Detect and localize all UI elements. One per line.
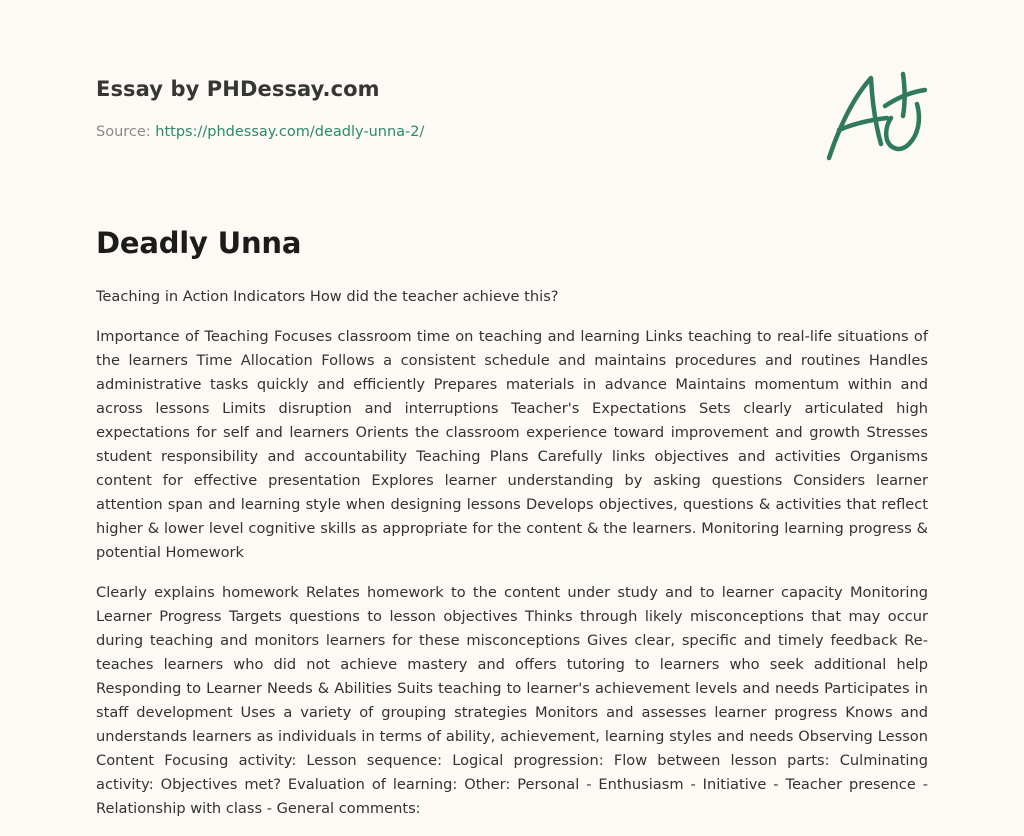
source-link[interactable]: https://phdessay.com/deadly-unna-2/	[155, 124, 425, 140]
article-title: Deadly Unna	[96, 226, 302, 260]
brand-title: Essay by PHDessay.com	[96, 77, 380, 101]
paragraph: Importance of Teaching Focuses classroom time on teaching and learning Links teaching to real-life situations of the learners Time Allocation Follows a consistent schedule and maintains procedures and routines Handles administrative tasks quickly and efficiently Prepares materials in advance Maintains momentum within and across lessons Limits disruption and interruptions Teacher's Expectations Sets clearly articulated high expectations for self and learners Orients the classroom experience toward improvement and growth Stresses student responsibility and accountability Teaching Plans Carefully links objectives and activities Organisms content for effective presentation Explores learner understanding by asking questions Considers learner attention span and learning style when designing lessons Develops objectives, questions & activities that reflect higher & lower level cognitive skills as appropriate for the content & the learners. Monitoring learning progress & potential Homework	[96, 328, 928, 561]
source-line	[96, 124, 424, 140]
a-plus-logo-icon	[825, 68, 927, 164]
article-body	[96, 285, 928, 836]
paragraph: Clearly explains homework Relates homework to the content under study and to learner capacity Monitoring Learner Progress Targets questions to lesson objectives Thinks through likely misconceptions that may occur during teaching and monitors learners for these misconceptions Gives clear, specific and timely feedback Re-teaches learners who did not achieve mastery and offers tutoring to learners who seek additional help Responding to Learner Needs & Abilities Suits teaching to learner's achievement levels and needs Participates in staff development Uses a variety of grouping strategies Monitors and assesses learner progress Knows and understands learners as individuals in terms of ability, achievement, learning styles and needs Observing Lesson Content Focusing activity: Lesson sequence: Logical progression: Flow between lesson parts: Culminating activity: Objectives met? Evaluation of learning: Other: Personal - Enthusiasm - Initiative - Teacher presence - Relationship with class - General comments:	[96, 584, 928, 817]
page-header	[96, 0, 928, 180]
paragraph: Teaching in Action Indicators How did the teacher achieve this?	[96, 288, 559, 305]
source-label: Source:	[96, 124, 156, 140]
